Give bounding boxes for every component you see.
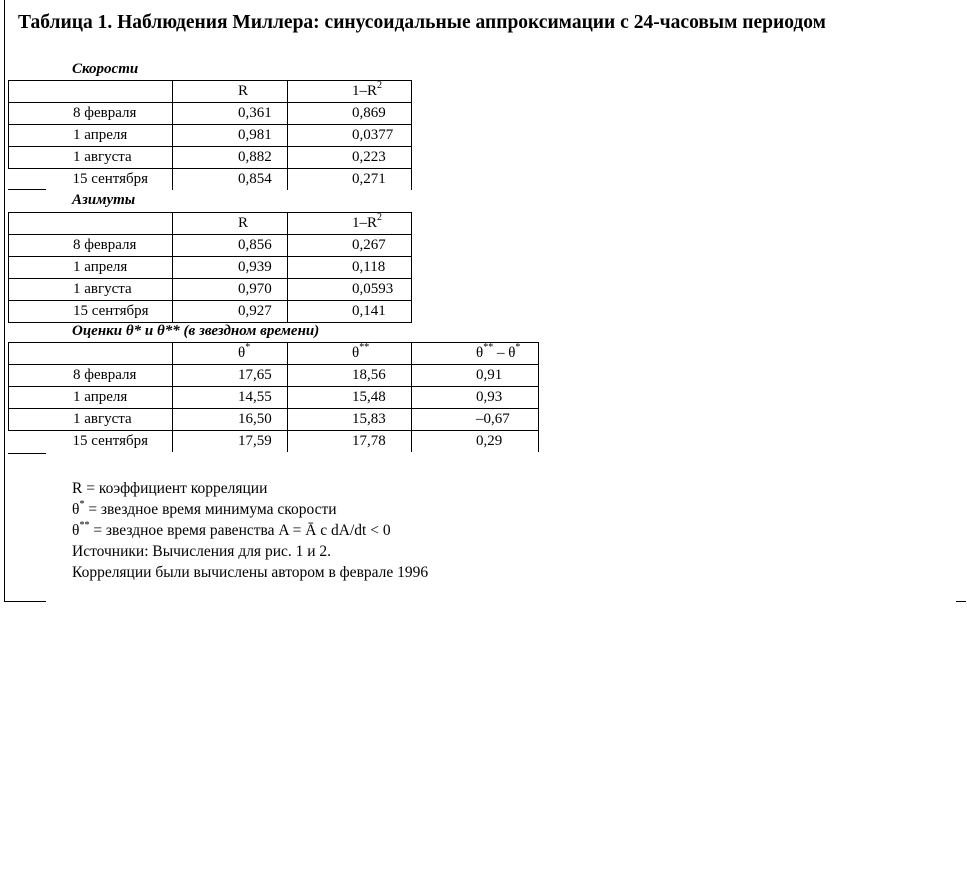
table-row <box>9 301 412 323</box>
table-row <box>9 257 412 279</box>
row-label: 8 февраля <box>9 365 173 387</box>
cell-theta1: 16,50 <box>173 409 288 431</box>
cell-1-r2: 0,141 <box>288 301 412 323</box>
row-label: 8 февраля <box>9 235 173 257</box>
row-label: 1 августа <box>9 147 173 169</box>
row-rule <box>8 453 46 454</box>
cell-theta2: 15,48 <box>288 387 412 409</box>
table-row <box>9 409 539 431</box>
row-rule <box>8 189 46 190</box>
cell-r: 0,882 <box>173 147 288 169</box>
cell-diff: 0,29 <box>412 431 539 453</box>
cell-1-r2: 0,267 <box>288 235 412 257</box>
frame-bottom-rule-left <box>4 601 46 602</box>
note-theta2-definition: θ** = звездное время равенства A = Ā c dA/dt < 0 <box>72 520 391 539</box>
col-theta2-header: θ** <box>288 343 412 365</box>
note-theta1-definition: θ* = звездное время минимума скорости <box>72 499 337 518</box>
table-row <box>9 147 412 169</box>
col-1-r2-header: $1-R^2$ <box>288 213 412 235</box>
row-label: 15 сентября <box>9 431 173 453</box>
table-row <box>9 103 412 125</box>
col-diff-header: θ** – θ* <box>412 343 539 365</box>
cell-1-r2: 0,0593 <box>288 279 412 301</box>
table-row <box>9 431 539 453</box>
frame-bottom-rule-right <box>956 601 966 602</box>
speeds-table <box>8 80 412 190</box>
cell-theta2: 17,78 <box>288 431 412 453</box>
table-notes <box>72 478 428 583</box>
cell-r: 0,361 <box>173 103 288 125</box>
cell-1-r2: 0,869 <box>288 103 412 125</box>
cell-1-r2: 0,223 <box>288 147 412 169</box>
table-row <box>9 235 412 257</box>
table-row <box>9 125 412 147</box>
note-r-definition: R = коэффициент корреляции <box>72 480 268 497</box>
estimates-table <box>8 342 539 452</box>
row-label: 1 августа <box>9 409 173 431</box>
row-label: 1 апреля <box>9 387 173 409</box>
cell-r: 0,981 <box>173 125 288 147</box>
cell-theta1: 17,65 <box>173 365 288 387</box>
cell-r: 0,854 <box>173 169 288 191</box>
table-header-row <box>9 213 412 235</box>
cell-r: 0,970 <box>173 279 288 301</box>
row-label: 8 февраля <box>9 103 173 125</box>
azimuths-table <box>8 212 412 323</box>
note-sources: Источники: Вычисления для рис. 1 и 2. <box>72 543 332 560</box>
row-label: 1 апреля <box>9 125 173 147</box>
row-label: 15 сентября <box>9 169 173 191</box>
row-label: 1 августа <box>9 279 173 301</box>
cell-diff: 0,91 <box>412 365 539 387</box>
row-label: 1 апреля <box>9 257 173 279</box>
cell-diff: 0,93 <box>412 387 539 409</box>
cell-theta2: 15,83 <box>288 409 412 431</box>
section-azimuths-heading: Азимуты <box>72 192 136 208</box>
cell-theta2: 18,56 <box>288 365 412 387</box>
col-theta1-header: θ* <box>173 343 288 365</box>
cell-r: 0,856 <box>173 235 288 257</box>
table-row <box>9 365 539 387</box>
section-speeds-heading: Скорости <box>72 61 139 77</box>
note-computed: Корреляции были вычислены автором в феврале 1996 <box>72 564 429 581</box>
table-title: Таблица 1. Наблюдения Миллера: синусоидальные аппроксимации с 24-часовым периодом <box>18 12 826 33</box>
cell-r: 0,939 <box>173 257 288 279</box>
cell-r: 0,927 <box>173 301 288 323</box>
table-row <box>9 279 412 301</box>
table-header-row <box>9 81 412 103</box>
cell-theta1: 17,59 <box>173 431 288 453</box>
col-r-header: R <box>173 213 288 235</box>
cell-1-r2: 0,118 <box>288 257 412 279</box>
cell-theta1: 14,55 <box>173 387 288 409</box>
cell-1-r2: 0,0377 <box>288 125 412 147</box>
table-row <box>9 387 539 409</box>
col-1-r2-header: $1-R^2$ <box>288 81 412 103</box>
cell-diff: –0,67 <box>412 409 539 431</box>
table-header-row <box>9 343 539 365</box>
row-label: 15 сентября <box>9 301 173 323</box>
table-row <box>9 169 412 191</box>
col-r-header: R <box>173 81 288 103</box>
section-estimates-heading: Оценки θ* и θ** (в звездном времени) <box>72 323 320 339</box>
cell-1-r2: 0,271 <box>288 169 412 191</box>
